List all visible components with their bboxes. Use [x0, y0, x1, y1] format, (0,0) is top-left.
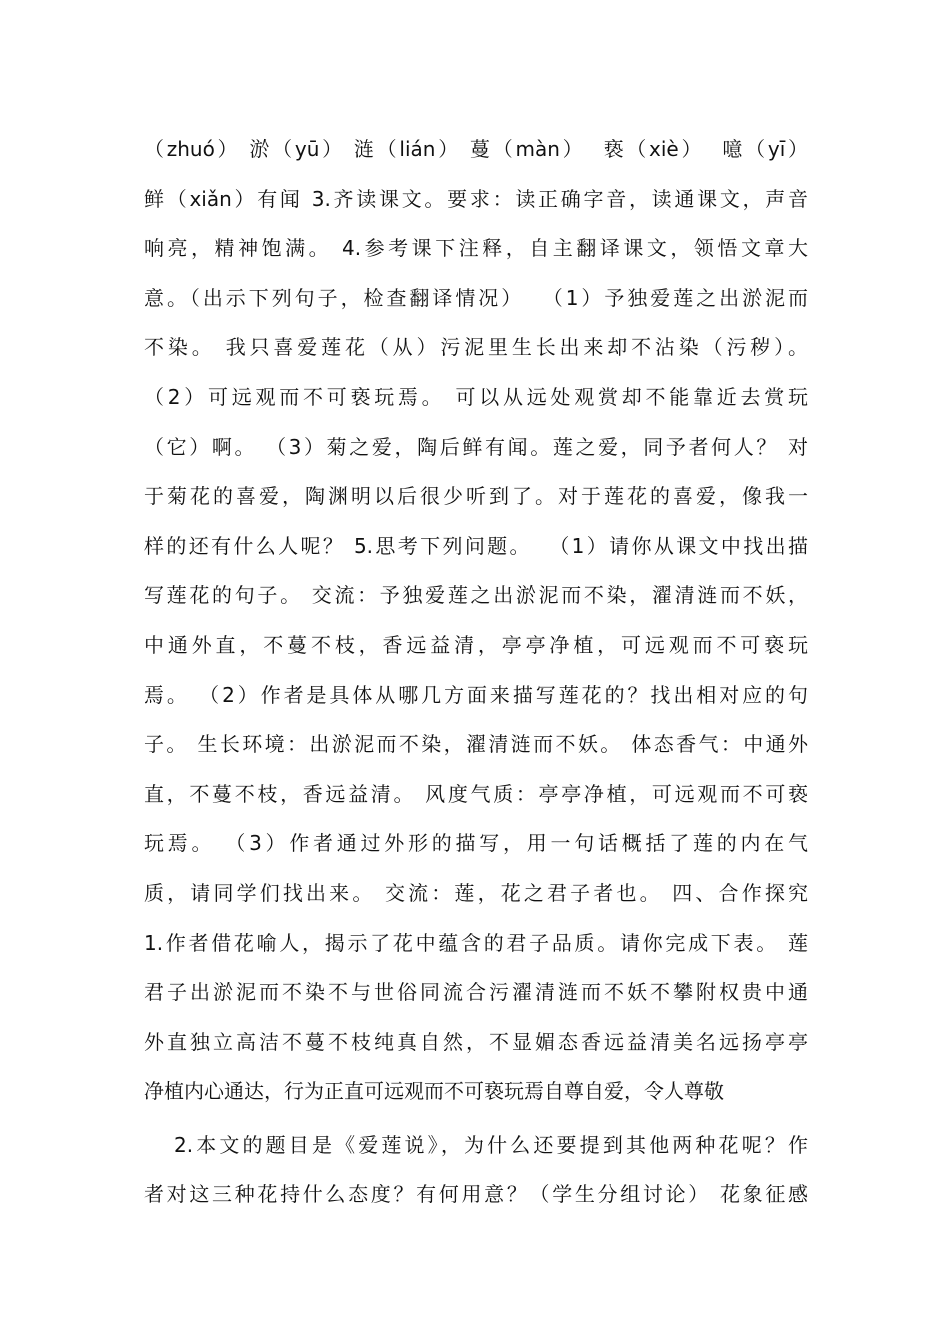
text-line: 子。 生长环境：出淤泥而不染，濯清涟而不妖。 体态香气：中通外: [144, 732, 808, 757]
text-line: 者对这三种花持什么态度？有何用意？（学生分组讨论） 花象征感: [144, 1182, 808, 1207]
text-line: 于菊花的喜爱，陶渊明以后很少听到了。对于莲花的喜爱，像我一: [144, 484, 808, 509]
text-line: 中通外直，不蔓不枝，香远益清，亭亭净植，可远观而不可亵玩: [144, 632, 808, 657]
paragraph: [144, 1121, 808, 1220]
paragraph: [144, 125, 808, 1117]
text-line: 2.本文的题目是《爱莲说》，为什么还要提到其他两种花呢？作: [174, 1132, 808, 1157]
text-line: 质，请同学们找出来。 交流：莲，花之君子者也。 四、合作探究: [144, 880, 808, 905]
text-line: 意。（出示下列句子，检查翻译情况） （1）予独爱莲之出淤泥而: [144, 285, 808, 310]
text-line: 不染。 我只喜爱莲花（从）污泥里生长出来却不沾染（污秽）。: [144, 335, 808, 360]
text-line: 玩焉。 （3）作者通过外形的描写，用一句话概括了莲的内在气: [144, 831, 808, 856]
text-line: 样的还有什么人呢？ 5.思考下列问题。 （1）请你从课文中找出描: [144, 533, 808, 558]
text-line: 净植内心通达，行为正直可远观而不可亵玩焉自尊自爱，令人尊敬: [144, 1079, 724, 1104]
text-line: 1.作者借花喻人，揭示了花中蕴含的君子品质。请你完成下表。 莲: [144, 930, 808, 955]
document-body: [144, 125, 808, 1220]
text-line: 直，不蔓不枝，香远益清。 风度气质：亭亭净植，可远观而不可亵: [144, 781, 808, 806]
text-line: （zhuó） 淤（yū） 涟（lián） 蔓（màn） 亵（xiè） 噫（yī）: [144, 137, 808, 161]
text-line: 君子出淤泥而不染不与世俗同流合污濯清涟而不妖不攀附权贵中通: [144, 980, 808, 1005]
text-line: 外直独立高洁不蔓不枝纯真自然，不显媚态香远益清美名远扬亭亭: [144, 1029, 808, 1054]
text-line: （它）啊。 （3）菊之爱，陶后鲜有闻。莲之爱，同予者何人？ 对: [144, 434, 808, 459]
text-line: 写莲花的句子。 交流：予独爱莲之出淤泥而不染，濯清涟而不妖，: [144, 583, 808, 608]
text-line: 焉。 （2）作者是具体从哪几方面来描写莲花的？找出相对应的句: [144, 682, 808, 707]
text-line: 鲜（xiǎn）有闻 3.齐读课文。要求：读正确字音，读通课文，声音: [144, 186, 808, 211]
text-line: 响亮，精神饱满。 4.参考课下注释，自主翻译课文，领悟文章大: [144, 236, 808, 261]
text-line: （2）可远观而不可亵玩焉。 可以从远处观赏却不能靠近去赏玩: [144, 384, 808, 409]
